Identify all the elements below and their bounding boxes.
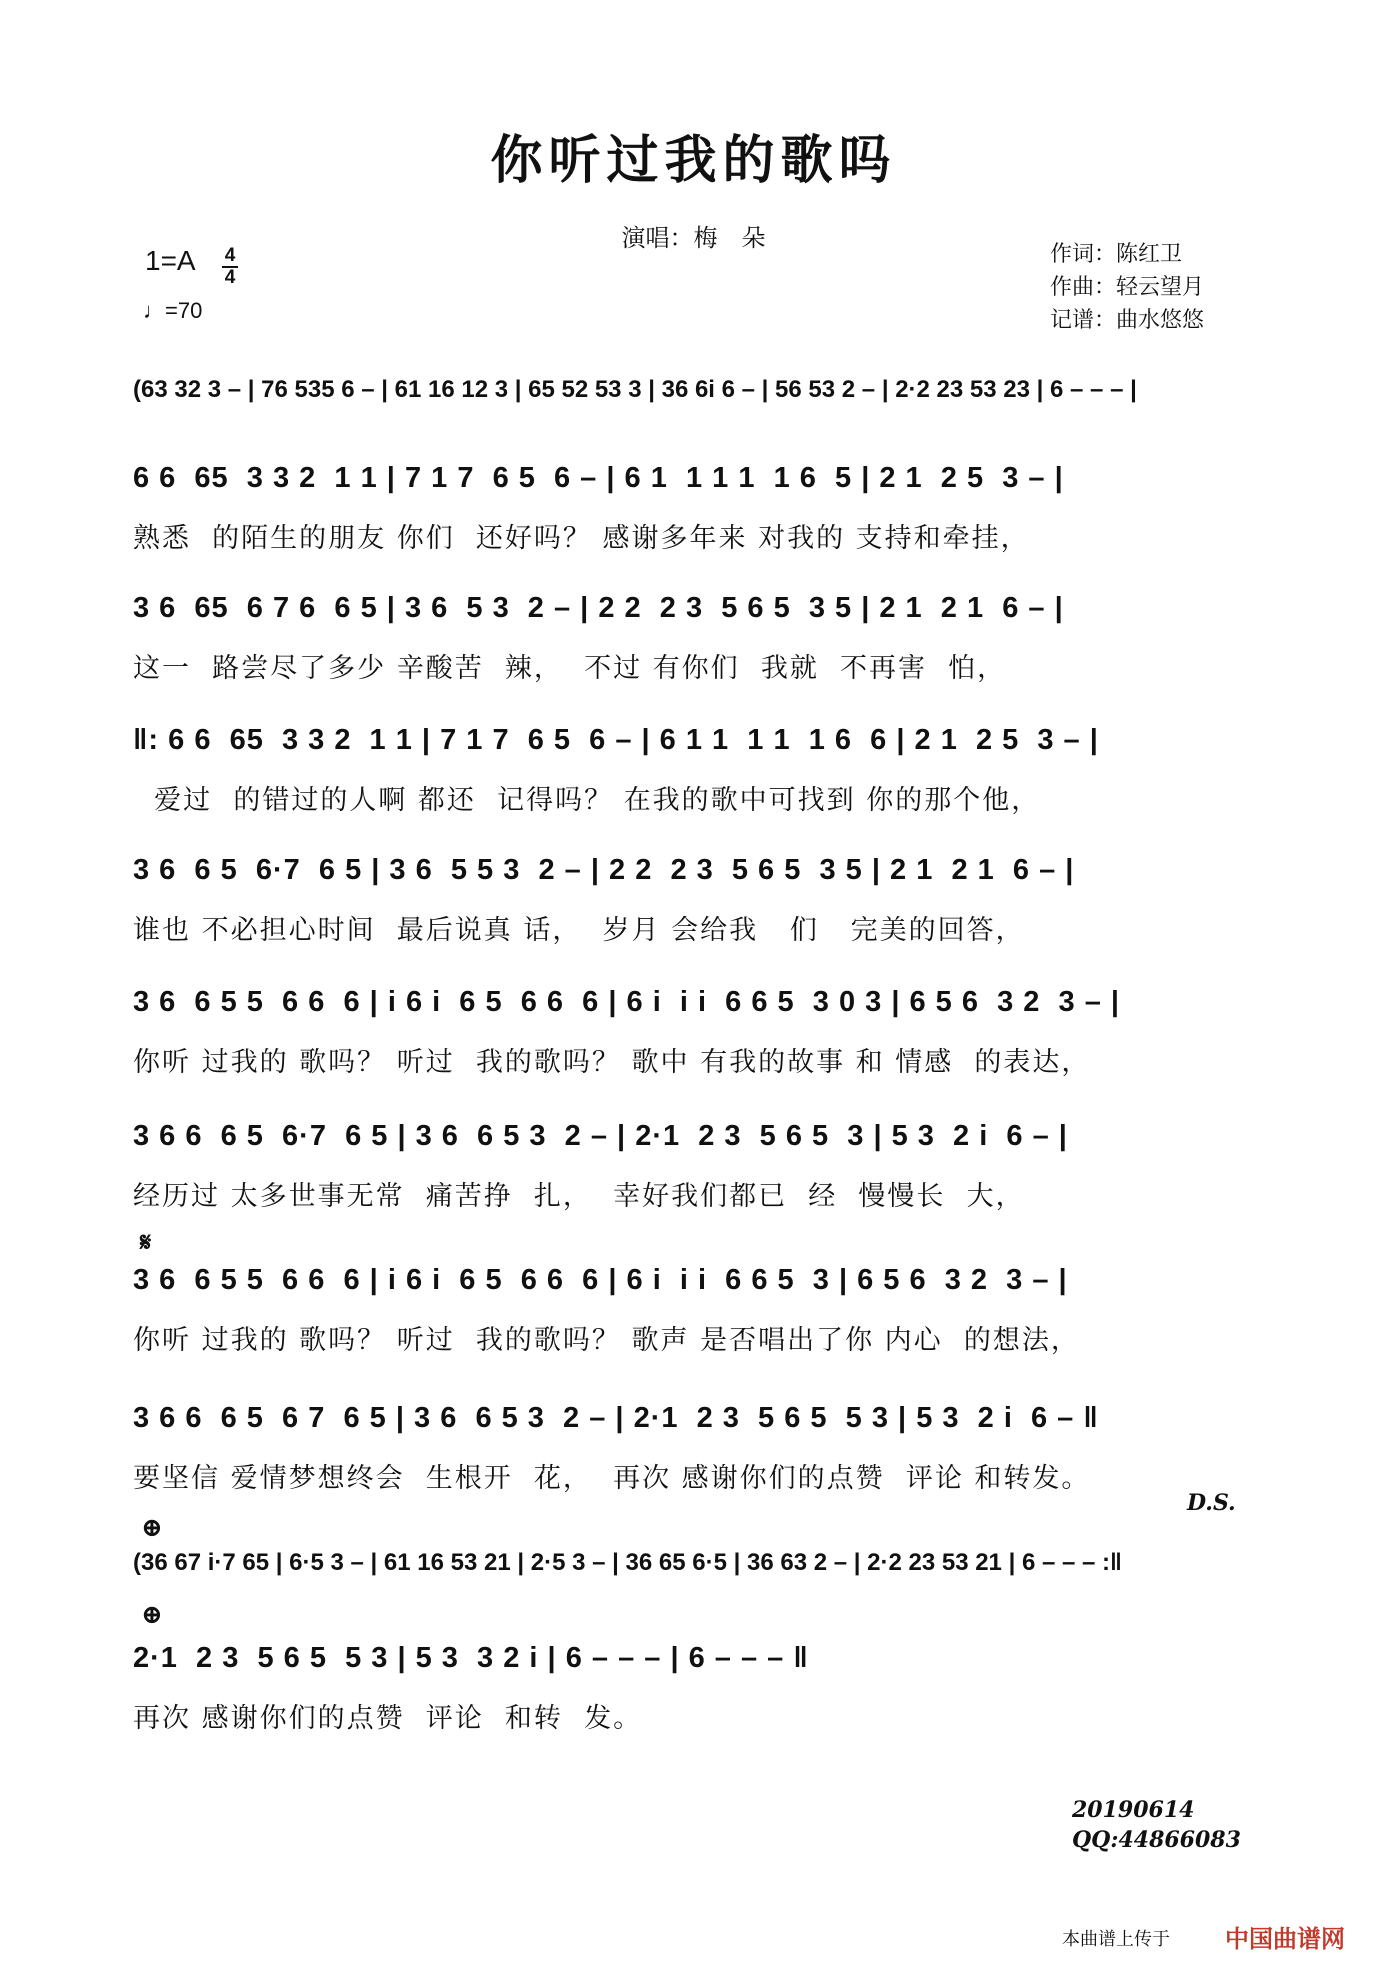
notes-row: 3 6 6 6 5 6·7 6 5 | 3 6 6 5 3 2 – | 2·1 2 3 5 6 5 3 | 5 3 2 i 6 – |: [133, 1120, 1068, 1152]
score-line-coda: [133, 1640, 1245, 1735]
coda-mark: ⊕: [141, 1600, 163, 1630]
lyrics-row: 这一 路尝尽了多少 辛酸苦 辣， 不过 有你们 我就 不再害 怕，: [133, 653, 1007, 684]
score-line: [133, 1118, 1245, 1213]
site-logo[interactable]: 中国曲谱网: [1225, 1926, 1345, 1953]
notes-row: 3 6 65 6 7 6 6 5 | 3 6 5 3 2 – | 2 2 2 3 5 6 5 3 5 | 2 1 2 1 6 – |: [133, 592, 1064, 624]
notes-row: 3 6 6 5 5 6 6 6 | i 6 i 6 5 6 6 6 | 6 i i i 6 6 5 3 | 6 5 6 3 2 3 – |: [133, 1264, 1068, 1296]
notes-row: 3 6 6 6 5 6 7 6 5 | 3 6 6 5 3 2 – | 2·1 2 3 5 6 5 5 3 | 5 3 2 i 6 – ‖: [133, 1402, 1099, 1434]
ds-mark: D.S.: [1187, 1490, 1236, 1516]
lyrics-row: 你听 过我的 歌吗？ 听过 我的歌吗？ 歌声 是否唱出了你 内心 的想法，: [133, 1325, 1080, 1356]
singer-credit: 演唱：梅 朵: [621, 224, 766, 252]
lyrics-row: 你听 过我的 歌吗？ 听过 我的歌吗？ 歌中 有我的故事 和 情感 的表达，: [133, 1047, 1091, 1078]
score-line-interlude: [133, 1545, 1245, 1581]
composer-credit: 作曲：轻云望月: [1050, 275, 1205, 300]
notes-row: 3 6 6 5 5 6 6 6 | i 6 i 6 5 6 6 6 | 6 i i i 6 6 5 3 0 3 | 6 5 6 3 2 3 – |: [133, 986, 1121, 1018]
notes-row: 6 6 65 3 3 2 1 1 | 7 1 7 6 5 6 – | 6 1 1 1 1 1 6 5 | 2 1 2 5 3 – |: [133, 462, 1064, 494]
key-signature: 1=A: [145, 245, 196, 276]
lyrics-row: 再次 感谢你们的点赞 评论 和转 发。: [133, 1703, 643, 1734]
time-signature-bottom: 4: [224, 267, 236, 288]
notes-row: (63 32 3 – | 76 535 6 – | 61 16 12 3 | 65 52 53 3 | 36 6i 6 – | 56 53 2 – | 2·2 23 53 23 | 6 – – – |: [133, 376, 1137, 403]
segno-mark: 𝄋: [140, 1228, 152, 1258]
lyrics-row: 熟悉 的陌生的朋友 你们 还好吗？ 感谢多年来 对我的 支持和牵挂，: [133, 523, 1030, 554]
score-line: [133, 722, 1245, 817]
notes-row: 3 6 6 5 6·7 6 5 | 3 6 5 5 3 2 – | 2 2 2 3 5 6 5 3 5 | 2 1 2 1 6 – |: [133, 854, 1075, 886]
score-line: [133, 852, 1245, 947]
score-line-intro: [133, 372, 1245, 408]
page-title: 你听过我的歌吗: [490, 130, 897, 191]
time-signature: [222, 246, 238, 288]
time-signature-top: 4: [224, 245, 236, 266]
date-text: 20190614: [1072, 1797, 1195, 1823]
score-line: [133, 460, 1245, 555]
lyrics-row: 谁也 不必担心时间 最后说真 话， 岁月 会给我 们 完美的回答，: [133, 915, 1025, 946]
transcriber-credit: 记谱：曲水悠悠: [1050, 308, 1205, 333]
score-line: [133, 984, 1245, 1079]
tempo-marking: ♩=70: [143, 298, 203, 323]
notes-row: (36 67 i·7 65 | 6·5 3 – | 61 16 53 21 | 2·5 3 – | 36 65 6·5 | 36 63 2 – | 2·2 23 53 21 | 6 – – – :‖: [133, 1549, 1122, 1576]
score-line: [133, 1262, 1245, 1357]
score-line: [133, 1400, 1245, 1495]
lyricist-credit: 作词：陈红卫: [1050, 242, 1183, 267]
notes-row: 2·1 2 3 5 6 5 5 3 | 5 3 3 2 i | 6 – – – | 6 – – – ‖: [133, 1642, 809, 1674]
qq-text: QQ:44866083: [1072, 1827, 1241, 1853]
date-stamp: [1072, 1795, 1241, 1855]
footer-text: 本曲谱上传于: [1062, 1929, 1170, 1949]
coda-mark: ⊕: [141, 1513, 163, 1543]
lyrics-row: 要坚信 爱情梦想终会 生根开 花， 再次 感谢你们的点赞 评论 和转发。: [133, 1463, 1091, 1494]
notes-row: ‖: 6 6 65 3 3 2 1 1 | 7 1 7 6 5 6 – | 6 1 1 1 1 1 6 6 | 2 1 2 5 3 – |: [133, 724, 1099, 756]
lyrics-row: 爱过 的错过的人啊 都还 记得吗？ 在我的歌中可找到 你的那个他，: [133, 785, 1041, 816]
score-line: [133, 590, 1245, 685]
credits-block: [1050, 238, 1204, 337]
lyrics-row: 经历过 太多世事无常 痛苦挣 扎， 幸好我们都已 经 慢慢长 大，: [133, 1181, 1025, 1212]
